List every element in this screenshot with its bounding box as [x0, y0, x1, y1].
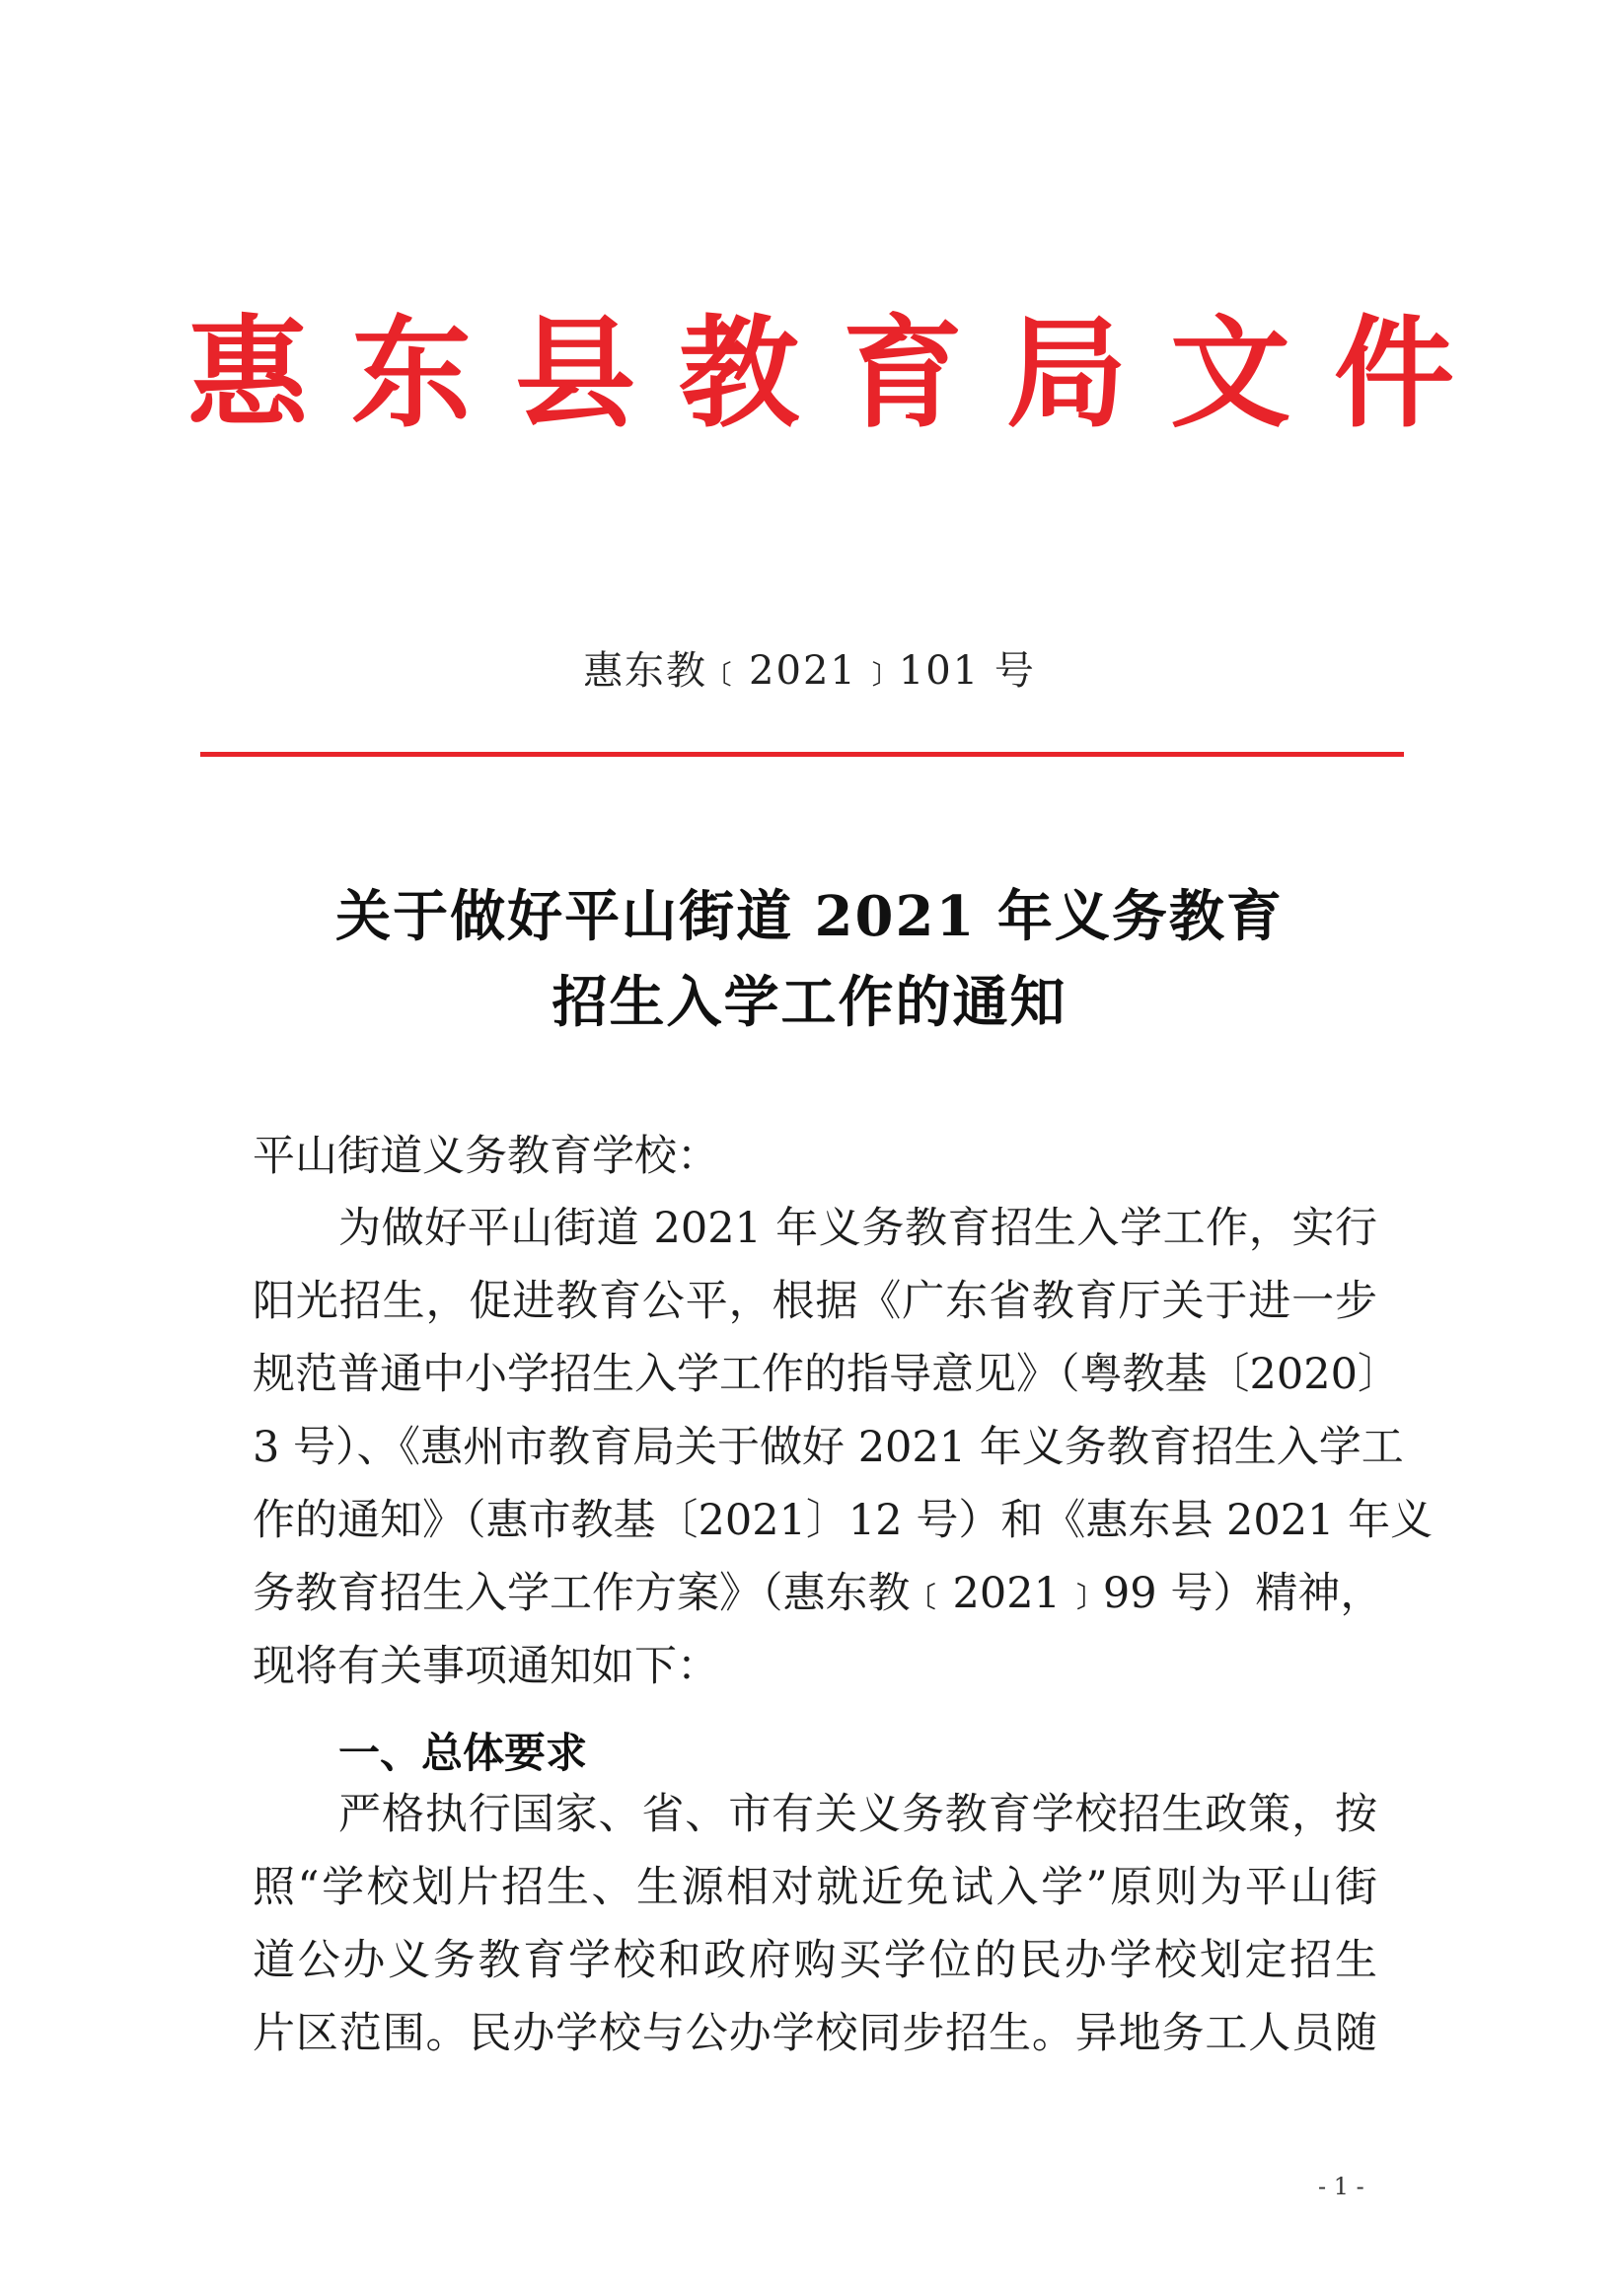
- notice-title-line-2: 招生入学工作的通知: [552, 970, 1067, 1035]
- notice-title-line-1: 关于做好平山街道 2021 年义务教育: [335, 884, 1284, 949]
- body-line: 现将有关事项通知如下：: [253, 1642, 719, 1691]
- red-divider-line: [200, 752, 1404, 757]
- addressee: 平山街道义务教育学校：: [253, 1132, 719, 1181]
- body-line: 严格执行国家、省、市有关义务教育学校招生政策，按: [338, 1790, 1377, 1839]
- masthead-title: 惠东县教育局文件: [187, 304, 1498, 444]
- section-heading: 一、总体要求: [338, 1729, 588, 1777]
- document-number: 惠东教﹝2021﹞101 号: [583, 648, 1036, 694]
- body-line: 阳光招生，促进教育公平，根据《广东省教育厅关于进一步: [253, 1277, 1377, 1326]
- page-number: - 1 -: [1318, 2173, 1364, 2200]
- body-line: 规范普通中小学招生入学工作的指导意见》（粤教基〔2020〕: [253, 1350, 1400, 1399]
- body-line: 照“学校划片招生、生源相对就近免试入学”原则为平山街: [253, 1863, 1377, 1912]
- body-line: 作的通知》（惠市教基〔2021〕12 号）和《惠东县 2021 年义: [253, 1496, 1434, 1545]
- body-line: 道公办义务教育学校和政府购买学位的民办学校划定招生: [253, 1936, 1377, 1985]
- body-line: 务教育招生入学工作方案》（惠东教﹝2021﹞99 号）精神，: [253, 1569, 1383, 1618]
- body-line: 3 号）、《惠州市教育局关于做好 2021 年义务教育招生入学工: [253, 1423, 1404, 1472]
- body-line: 为做好平山街道 2021 年义务教育招生入学工作，实行: [338, 1204, 1377, 1253]
- body-line: 片区范围。民办学校与公办学校同步招生。异地务工人员随: [253, 2009, 1377, 2058]
